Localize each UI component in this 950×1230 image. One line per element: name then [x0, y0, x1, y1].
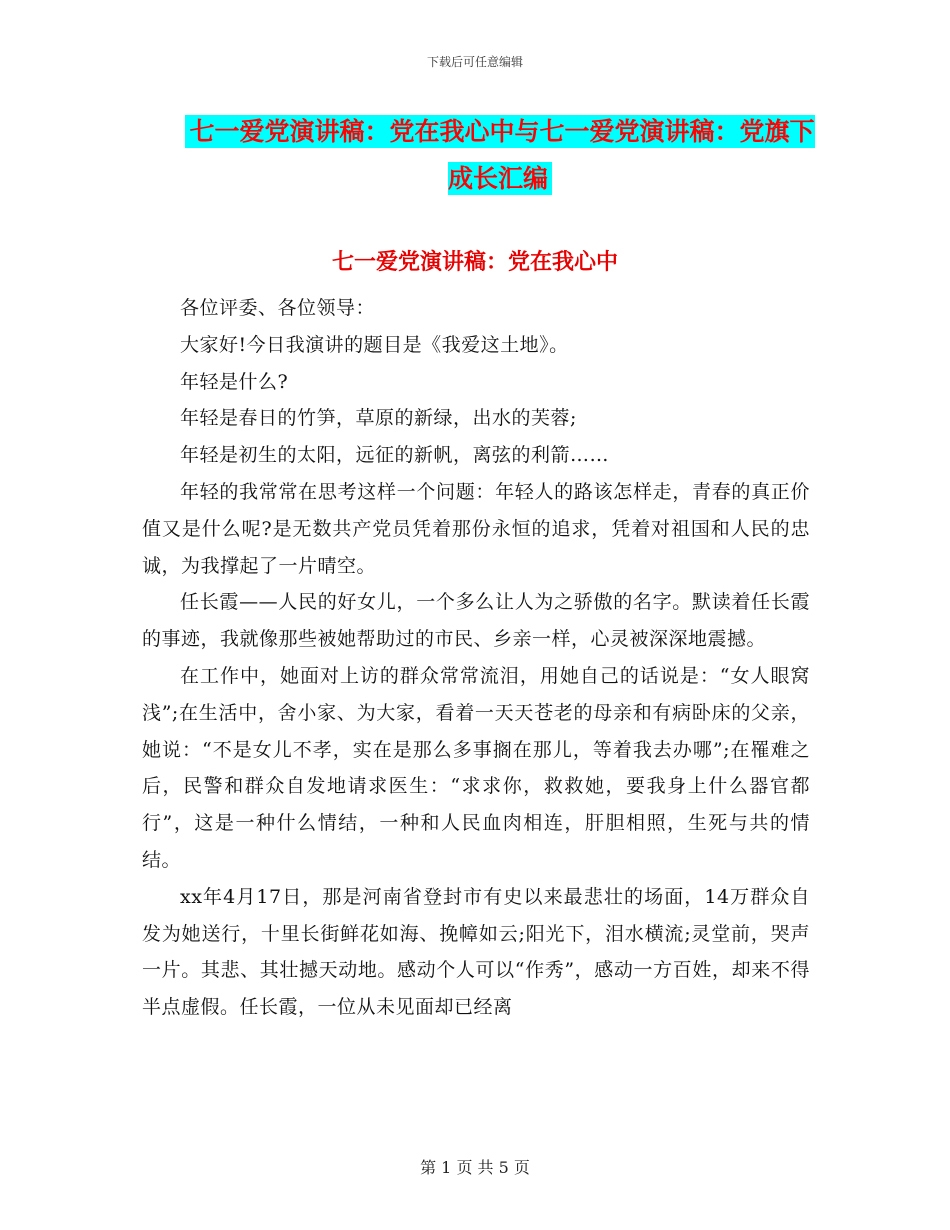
paragraph: 年轻是什么?: [180, 370, 289, 393]
section-title: 七一爱党演讲稿：党在我心中: [331, 250, 618, 275]
document-body: [142, 290, 810, 1026]
paragraph: 大家好!今日我演讲的题目是《我爱这土地》。: [180, 333, 569, 356]
paragraph: 各位评委、各位领导：: [180, 297, 376, 319]
document-title-text: 七一爱党演讲稿：党在我心中与七一爱党演讲稿：党旗下成长汇编: [185, 115, 814, 195]
paragraph: 在工作中，她面对上访的群众常常流泪，用她自己的话说是：“女人眼窝浅”;在生活中，舍小家、为大家，看着一天天苍老的母亲和有病卧床的父亲，她说：“不是女儿不孝，实在是那么多事搁在那儿，等着我去办哪”;在罹难之后，民警和群众自发地请求医生：“求求你，救救她，要我身上什么器官都行”，这是一种什么情结，一种和人民血肉相连，肝胆相照，生死与共的情结。: [142, 664, 810, 871]
page-number: 第 1 页 共 5 页: [420, 1158, 530, 1177]
paragraph: 年轻是春日的竹笋，草原的新绿，出水的芙蓉;: [180, 407, 577, 430]
paragraph: 任长霞——人民的好女儿，一个多么让人为之骄傲的名字。默读着任长霞的事迹，我就像那些被她帮助过的市民、乡亲一样，心灵被深深地震撼。: [142, 591, 810, 651]
document-title: [185, 108, 815, 202]
paragraph: xx年4月17日，那是河南省登封市有史以来最悲壮的场面，14万群众自发为她送行，十里长街鲜花如海、挽幛如云;阳光下，泪水横流;灵堂前，哭声一片。其悲、其壮撼天动地。感动个人可以“作秀”，感动一方百姓，却来不得半点虚假。任长霞，一位从未见面却已经离: [142, 885, 810, 1019]
page-header-note: 下载后可任意编辑: [426, 55, 523, 69]
paragraph: 年轻是初生的太阳，远征的新帆，离弦的利箭……: [180, 444, 610, 467]
paragraph: 年轻的我常常在思考这样一个问题：年轻人的路该怎样走，青春的真正价值又是什么呢?是无数共产党员凭着那份永恒的追求，凭着对祖国和人民的忠诚，为我撑起了一片晴空。: [142, 480, 810, 577]
